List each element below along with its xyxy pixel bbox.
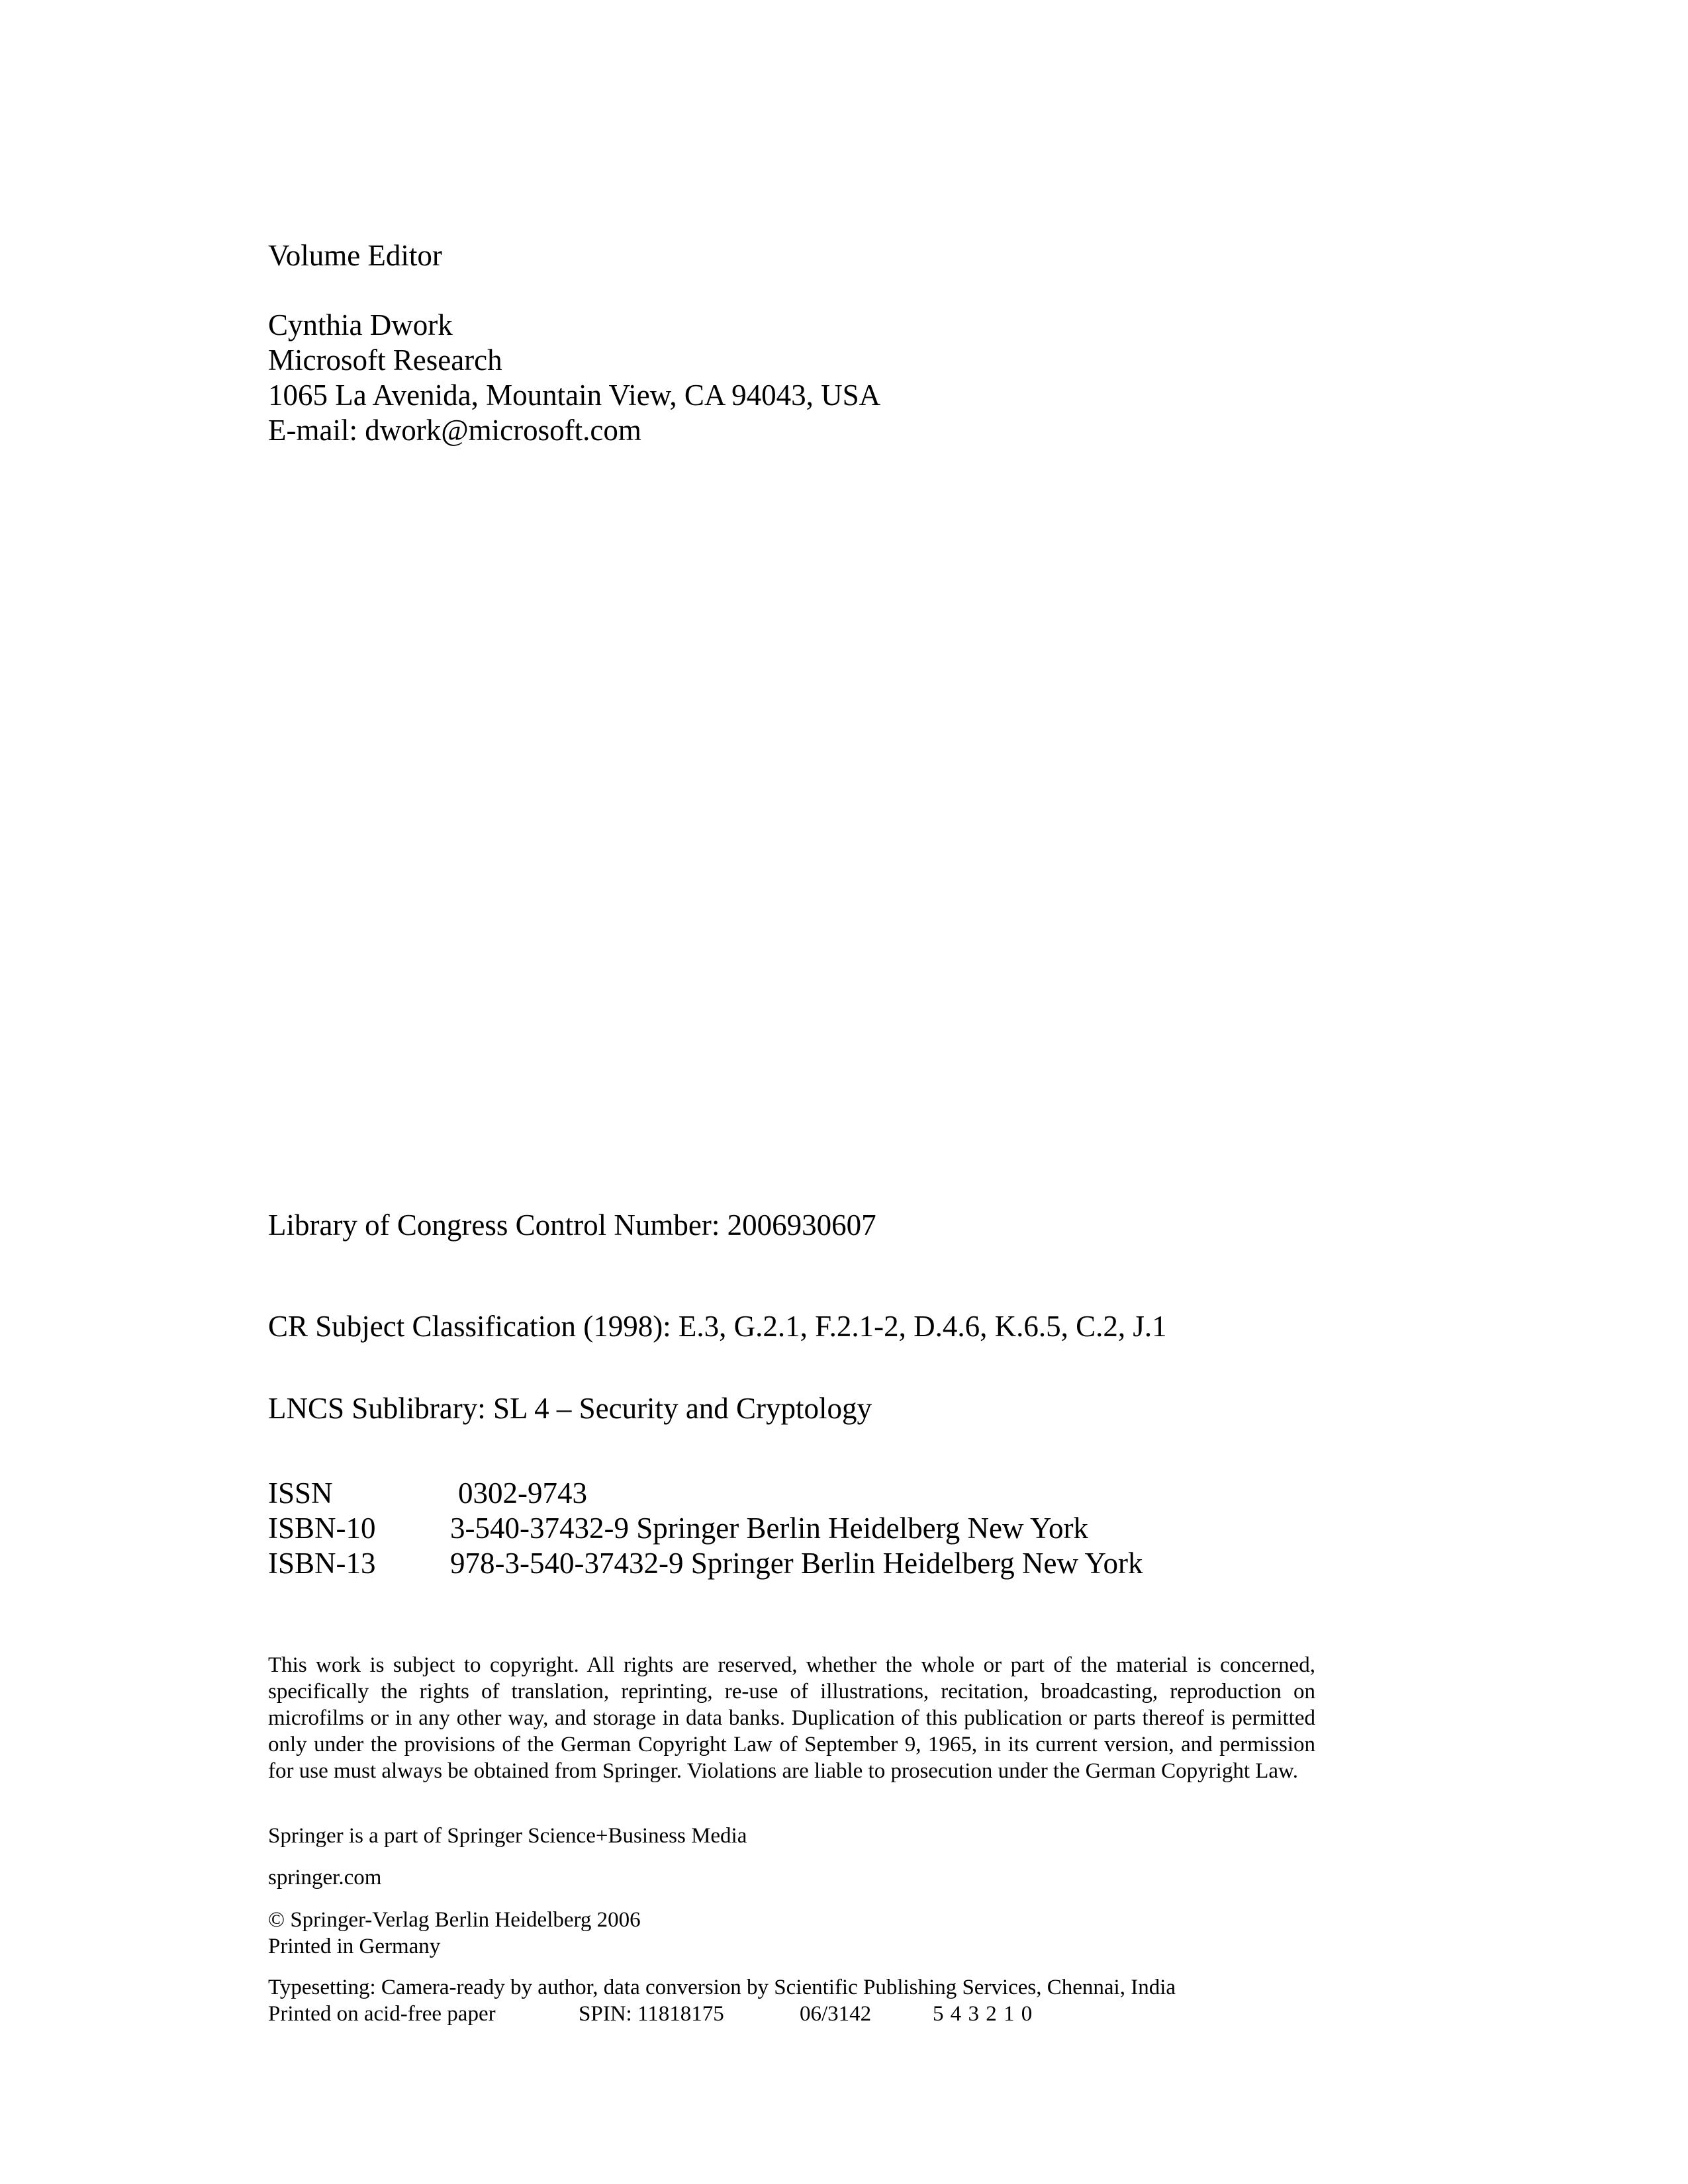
isbn13-label: ISBN-13 <box>268 1547 376 1580</box>
isbn10-label: ISBN-10 <box>268 1512 376 1545</box>
editor-address: 1065 La Avenida, Mountain View, CA 94043, USA <box>268 379 881 412</box>
issn-label: ISSN <box>268 1477 333 1510</box>
editor-affiliation: Microsoft Research <box>268 343 502 377</box>
editor-email: E-mail: dwork@microsoft.com <box>268 414 641 447</box>
copyright-notice: This work is subject to copyright. All rights are reserved, whether the whole or part of the material is concerned, specifically the rights of translation, reprinting, re-use of illustrations, recitation, broadcasting, reproduction on microfilms or in any other way, and storage in data banks. Duplication of this publication or parts thereof is permitted only under the provisions of the German Copyright Law of September 9, 1965, in its current version, and permission for use must always be obtained from Springer. Violations are liable to prosecution under the German Copyright Law. <box>268 1653 1315 1783</box>
isbn13-value: 978-3-540-37432-9 Springer Berlin Heidelberg New York <box>450 1547 1143 1580</box>
springer-part-line <box>268 1823 747 1849</box>
identifier-table <box>268 1476 1143 1581</box>
sublibrary-text: LNCS Sublibrary: SL 4 – Security and Cryptology <box>268 1392 872 1425</box>
lccn-line <box>268 1208 876 1243</box>
springer-website-text: springer.com <box>268 1866 382 1889</box>
copyright-line: © Springer-Verlag Berlin Heidelberg 2006 <box>268 1908 641 1932</box>
cr-classification-text: CR Subject Classification (1998): E.3, G.2.1, F.2.1-2, D.4.6, K.6.5, C.2, J.1 <box>268 1310 1167 1343</box>
typesetting-block <box>268 1974 1176 2027</box>
issn-value: 0302-9743 <box>458 1477 587 1510</box>
editor-name: Cynthia Dwork <box>268 308 453 341</box>
lccn-text: Library of Congress Control Number: 2006930607 <box>268 1208 876 1242</box>
print-sequence: 5 4 3 2 1 0 <box>933 2002 1033 2026</box>
typesetting-line: Typesetting: Camera-ready by author, data conversion by Scientific Publishing Services, Chennai, India <box>268 1976 1176 1999</box>
volume-editor-label: Volume Editor <box>268 239 442 272</box>
volume-editor-heading <box>268 238 442 273</box>
spin-number: SPIN: 11818175 <box>579 2002 724 2026</box>
issn-row <box>268 1476 1143 1511</box>
editor-contact <box>268 308 880 448</box>
cr-classification-line <box>268 1309 1167 1344</box>
paper-note: Printed on acid-free paper <box>268 2002 496 2026</box>
print-code: 06/3142 <box>800 2002 872 2026</box>
isbn10-row <box>268 1511 1143 1546</box>
isbn10-value: 3-540-37432-9 Springer Berlin Heidelberg New York <box>450 1512 1089 1545</box>
copyright-holder-block <box>268 1907 641 1960</box>
sublibrary-line <box>268 1391 872 1426</box>
print-info-row <box>268 2001 1176 2027</box>
isbn13-row <box>268 1546 1143 1581</box>
springer-website <box>268 1864 381 1891</box>
springer-part-text: Springer is a part of Springer Science+Business Media <box>268 1824 747 1848</box>
printed-in-line: Printed in Germany <box>268 1934 441 1958</box>
